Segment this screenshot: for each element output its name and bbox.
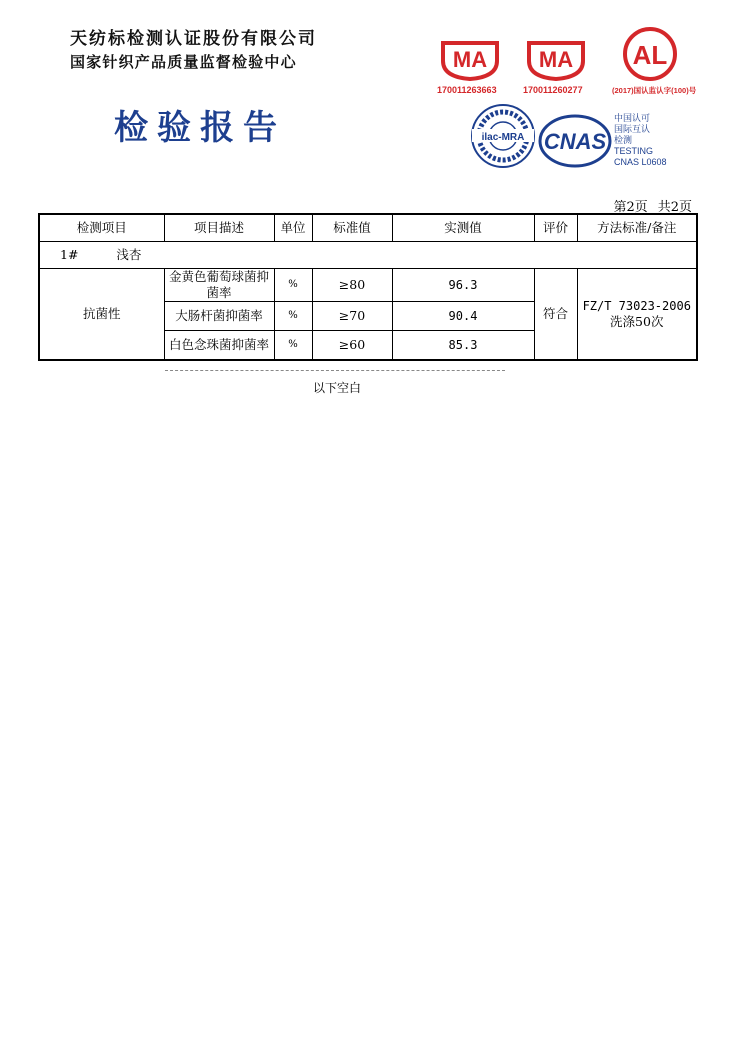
header-description: 项目描述: [164, 214, 274, 242]
page-number: 第2页: [613, 200, 648, 215]
cnas-caption: [614, 113, 667, 168]
ilac-mra-text: ilac-MRA: [481, 132, 525, 143]
cma-logo-2: [523, 37, 589, 81]
method-remark: 洗涤50次: [610, 314, 664, 329]
row-measured: 96.3: [392, 269, 534, 302]
evaluation: 符合: [534, 269, 577, 361]
report-title: 检验报告: [114, 108, 286, 148]
sample-cell: [39, 242, 697, 269]
row-standard: ≥70: [312, 302, 392, 331]
cma-logo-2-text: MA: [538, 47, 574, 72]
header-measured: 实测值: [392, 214, 534, 242]
cnas-logo-icon: [538, 113, 612, 169]
cma-number-2: 170011260277: [523, 85, 583, 95]
ilac-mra-icon: [470, 102, 536, 170]
cal-number: (2017)国认监认字(100)号: [612, 86, 697, 95]
row-description: 白色念珠菌抑菌率: [164, 331, 274, 361]
cnas-caption-line4: TESTING: [614, 146, 654, 156]
results-table: [38, 213, 698, 361]
ilac-mra-logo: [470, 102, 536, 170]
sample-row: [39, 242, 697, 269]
sample-name: 浅杏: [116, 247, 142, 262]
table-row: [39, 269, 697, 302]
header-item: 检测项目: [39, 214, 164, 242]
blank-below-note: 以下空白: [313, 381, 362, 395]
method-cell: [577, 269, 697, 361]
row-measured: 90.4: [392, 302, 534, 331]
cma-logo-1-icon: [437, 37, 503, 81]
row-unit: %: [274, 331, 312, 361]
row-standard: ≥60: [312, 331, 392, 361]
cma-logo-1-text: MA: [452, 47, 488, 72]
header-unit: 单位: [274, 214, 312, 242]
org-name-line1: 天纺标检测认证股份有限公司: [70, 29, 317, 49]
cma-logo-2-icon: [523, 37, 589, 81]
cal-logo-icon: [620, 25, 680, 83]
header-standard: 标准值: [312, 214, 392, 242]
cma-number-1: 170011263663: [437, 85, 497, 95]
cma-logo-1: [437, 37, 503, 81]
table-header-row: [39, 214, 697, 242]
test-item: 抗菌性: [39, 269, 164, 361]
cal-logo: [620, 25, 680, 83]
cnas-logo-text: CNAS: [543, 129, 607, 154]
cal-logo-text: AL: [632, 40, 668, 70]
row-unit: %: [274, 302, 312, 331]
cnas-caption-line1: 中国认可: [614, 113, 651, 123]
org-name-line2: 国家针织产品质量监督检验中心: [70, 53, 297, 71]
page-total: 共2页: [657, 200, 692, 215]
row-description: 金黄色葡萄球菌抑菌率: [164, 269, 274, 302]
sample-id: 1#: [60, 247, 79, 262]
cnas-caption-line5: CNAS L0608: [614, 157, 667, 167]
cnas-logo: [538, 113, 612, 169]
row-unit: %: [274, 269, 312, 302]
row-standard: ≥80: [312, 269, 392, 302]
row-description: 大肠杆菌抑菌率: [164, 302, 274, 331]
header-evaluation: 评价: [534, 214, 577, 242]
method-standard: FZ/T 73023-2006: [582, 299, 691, 313]
cnas-caption-line2: 国际互认: [614, 124, 651, 134]
cnas-caption-line3: 检测: [614, 135, 633, 145]
header-method: 方法标准/备注: [577, 214, 697, 242]
row-measured: 85.3: [392, 331, 534, 361]
end-divider: [165, 370, 505, 371]
